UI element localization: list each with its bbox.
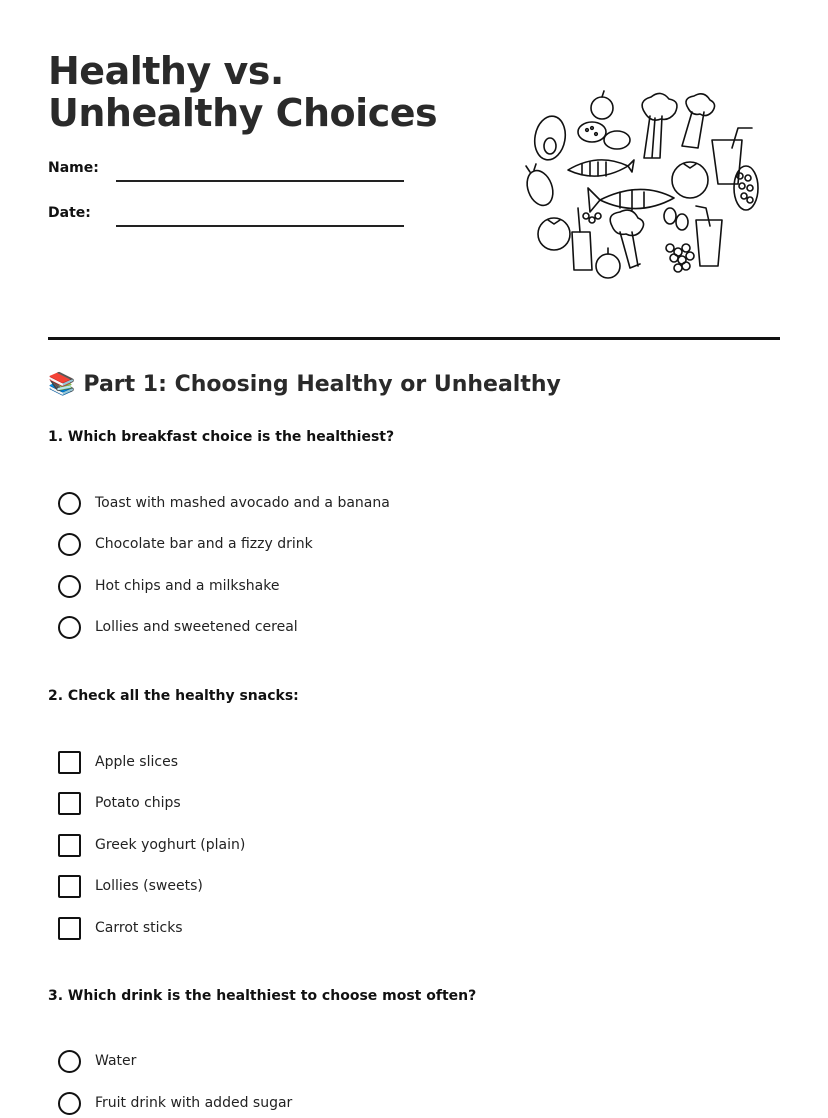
q1-option-4[interactable] (58, 615, 298, 639)
worksheet-title: Healthy vs. Unhealthy Choices (48, 49, 438, 135)
radio-button[interactable] (58, 492, 81, 515)
option-label: Lollies and sweetened cereal (95, 619, 298, 635)
name-field[interactable] (116, 180, 404, 182)
radio-button[interactable] (58, 575, 81, 598)
q1-option-3[interactable] (58, 574, 279, 598)
question-1: 1. Which breakfast choice is the healthiest? (48, 429, 395, 445)
q2-option-1[interactable] (58, 750, 178, 774)
option-label: Water (95, 1053, 137, 1069)
radio-button[interactable] (58, 1050, 81, 1073)
q1-option-2[interactable] (58, 532, 313, 556)
option-label: Lollies (sweets) (95, 878, 203, 894)
q1-option-1[interactable] (58, 491, 390, 515)
date-field[interactable] (116, 225, 404, 227)
section-divider (48, 337, 780, 340)
q2-option-5[interactable] (58, 916, 183, 940)
option-label: Greek yoghurt (plain) (95, 837, 246, 853)
checkbox[interactable] (58, 875, 81, 898)
part1-heading (48, 372, 561, 397)
radio-button[interactable] (58, 533, 81, 556)
option-label: Carrot sticks (95, 920, 183, 936)
date-label: Date: (48, 205, 91, 221)
q3-option-2[interactable] (58, 1091, 292, 1115)
q2-option-3[interactable] (58, 833, 245, 857)
checkbox[interactable] (58, 792, 81, 815)
q2-option-4[interactable] (58, 874, 203, 898)
checkbox[interactable] (58, 751, 81, 774)
question-3: 3. Which drink is the healthiest to choose most often? (48, 988, 477, 1004)
option-label: Hot chips and a milkshake (95, 578, 280, 594)
question-2: 2. Check all the healthy snacks: (48, 688, 299, 704)
healthy-food-illustration (520, 88, 770, 288)
q3-option-1[interactable] (58, 1049, 136, 1073)
checkbox[interactable] (58, 917, 81, 940)
option-label: Fruit drink with added sugar (95, 1095, 293, 1111)
checkbox[interactable] (58, 834, 81, 857)
part1-heading-text: Part 1: Choosing Healthy or Unhealthy (83, 372, 561, 397)
name-label: Name: (48, 160, 99, 176)
option-label: Potato chips (95, 795, 181, 811)
option-label: Apple slices (95, 754, 178, 770)
radio-button[interactable] (58, 616, 81, 639)
option-label: Chocolate bar and a fizzy drink (95, 536, 313, 552)
radio-button[interactable] (58, 1092, 81, 1115)
option-label: Toast with mashed avocado and a banana (95, 495, 390, 511)
q2-option-2[interactable] (58, 791, 181, 815)
books-icon: 📚 (48, 372, 76, 397)
